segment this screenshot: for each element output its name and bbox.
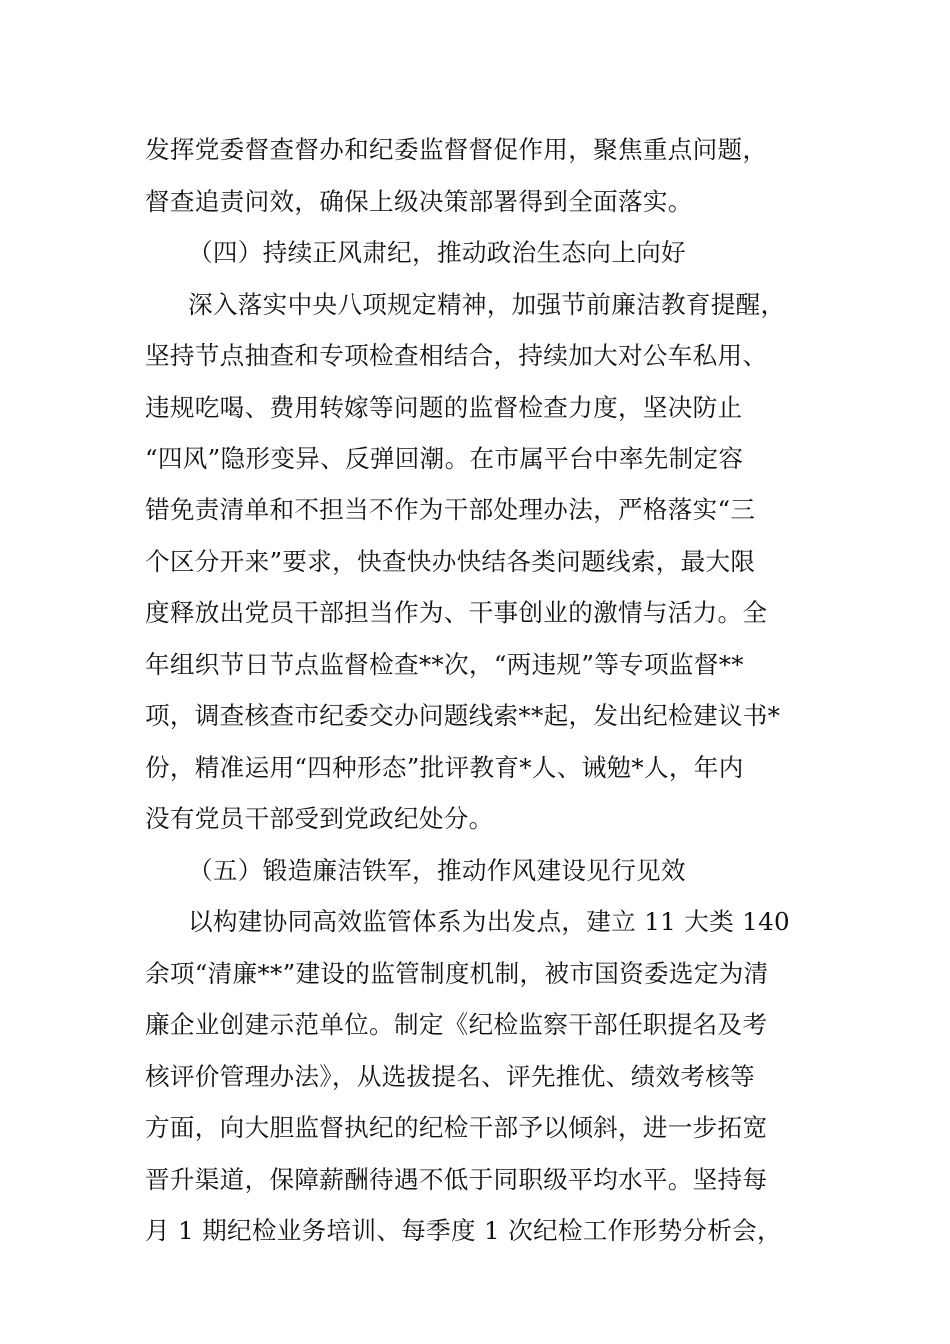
section-heading-5: （五）锻造廉洁铁军，推动作风建设见行见效 [188, 856, 686, 885]
body-text-line: 月 1 期纪检业务培训、每季度 1 次纪检工作形势分析会， [145, 1216, 782, 1245]
body-text-line: “四风”隐形变异、反弹回潮。在市属平台中率先制定容 [145, 444, 744, 473]
body-text-line: 错免责清单和不担当不作为干部处理办法，严格落实“三 [145, 495, 756, 524]
section-heading-4: （四）持续正风肃纪，推动政治生态向上向好 [188, 238, 686, 267]
body-text-line: 年组织节日节点监督检查**次，“两违规”等专项监督** [145, 650, 744, 679]
body-text-line: 督查追责问效，确保上级决策部署得到全面落实。 [145, 187, 693, 216]
paragraph-first-line: 以构建协同高效监管体系为出发点，建立 11 大类 140 [188, 907, 790, 936]
body-text-line: 方面，向大胆监督执纪的纪检干部予以倾斜，进一步拓宽 [145, 1113, 768, 1142]
paragraph-first-line: 深入落实中央八项规定精神，加强节前廉洁教育提醒， [188, 290, 786, 319]
body-text-line: 廉企业创建示范单位。制定《纪检监察干部任职提名及考 [145, 1010, 768, 1039]
body-text-line: 违规吃喝、费用转嫁等问题的监督检查力度，坚决防止 [145, 393, 743, 422]
body-text-line: 坚持节点抽查和专项检查相结合，持续加大对公车私用、 [145, 341, 768, 370]
body-text-line: 发挥党委督查督办和纪委监督督促作用，聚焦重点问题， [145, 135, 768, 164]
body-text-line: 项，调查核查市纪委交办问题线索**起，发出纪检建议书* [145, 701, 781, 730]
body-text-line: 度释放出党员干部担当作为、干事创业的激情与活力。全 [145, 598, 768, 627]
body-text-line: 份，精准运用“四种形态”批评教育*人、诫勉*人，年内 [145, 753, 744, 782]
body-text-line: 个区分开来”要求，快查快办快结各类问题线索，最大限 [145, 547, 756, 576]
body-text-line: 没有党员干部受到党政纪处分。 [145, 804, 494, 833]
body-text-line: 晋升渠道，保障薪酬待遇不低于同职级平均水平。坚持每 [145, 1165, 768, 1194]
body-text-line: 余项“清廉**”建设的监管制度机制，被市国资委选定为清 [145, 959, 769, 988]
body-text-line: 核评价管理办法》，从选拔提名、评先推优、绩效考核等 [145, 1062, 756, 1091]
